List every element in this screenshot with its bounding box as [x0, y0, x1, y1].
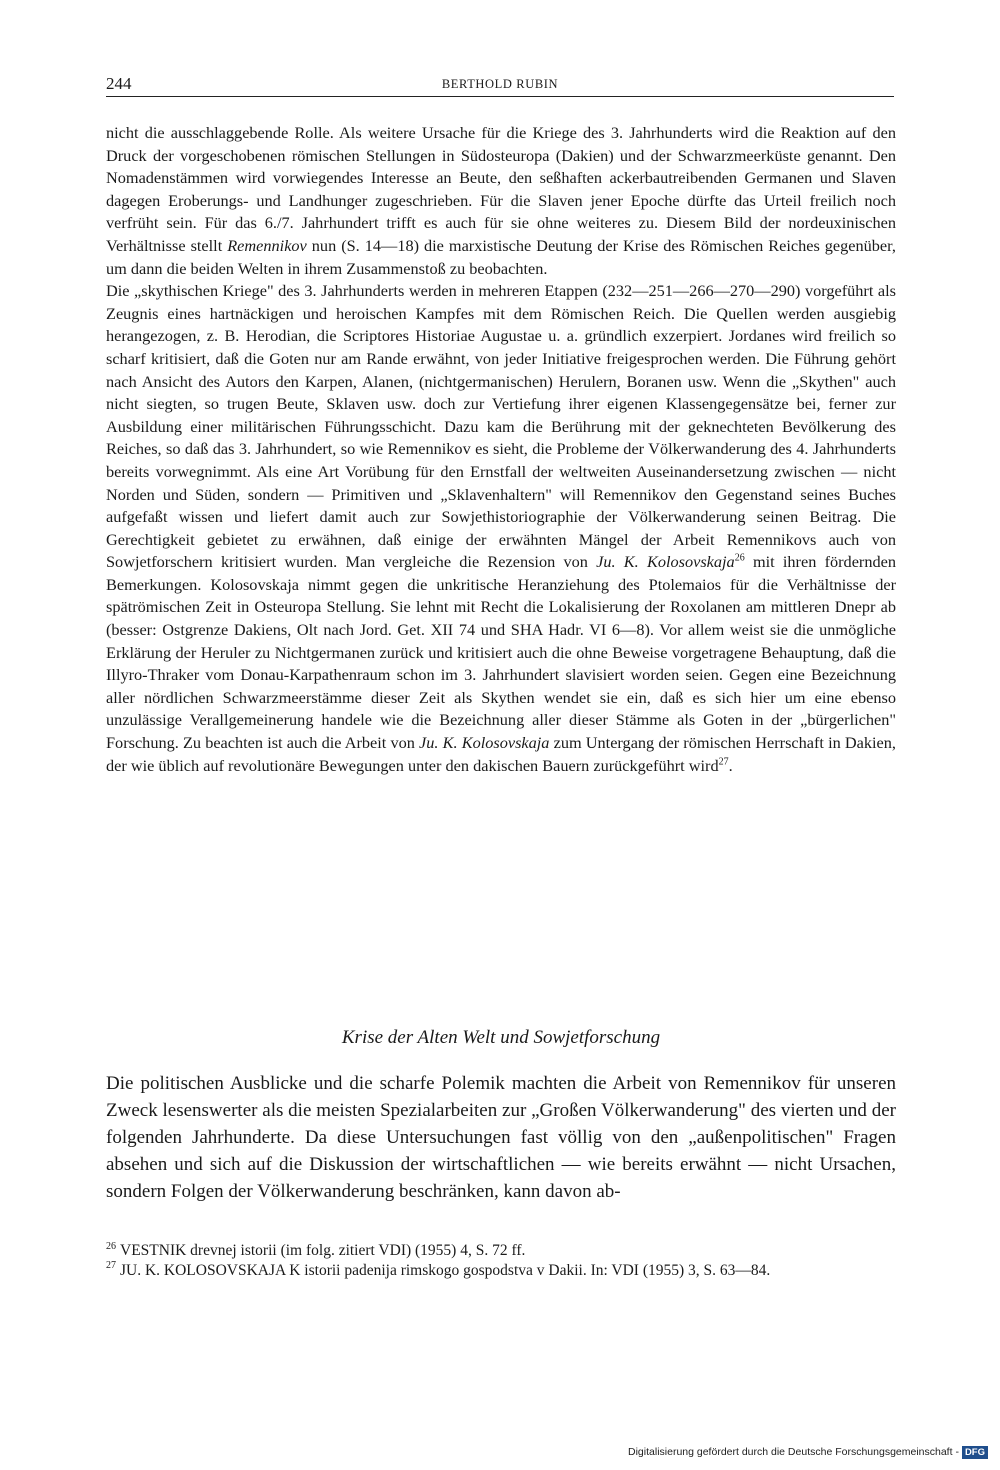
lead-paragraph: Die politischen Ausblicke und die scharfe Polemik machten die Arbeit von Remennikov für unseren Zweck lesenswerter als die meisten Spezialarbeiten zur „Großen Völkerwanderung" des vierten und der folgenden Jahrhunderte. Da diese Untersuchungen fast völlig von den „außenpolitischen" Fragen absehen und sich auf die Diskussion der wirtschaftlichen — wie bereits erwähnt — nicht Ursachen, sondern Folgen der Völkerwanderung beschränken, kann davon ab- — [106, 1073, 896, 1202]
paragraph-2-text-c: zum Untergang der römischen Herrschaft in Dakien, der wie üblich auf revolutionäre Bewegungen unter den dakischen Bauern zurückgeführt wird — [106, 733, 896, 775]
page-number: 244 — [106, 74, 132, 93]
credit-text: Digitalisierung gefördert durch die Deutsche Forschungsgemeinschaft - — [628, 1446, 959, 1458]
dfg-logo: DFG — [962, 1446, 988, 1459]
body-text — [106, 122, 896, 777]
paragraph-1-end: nun (S. 14—18) die marxistische Deutung der Krise des Römischen Reiches gegenüber, um dann die beiden Welten in ihrem Zusammenstoß zu beobachten. — [106, 235, 897, 278]
footnote-27 — [106, 1261, 896, 1281]
paragraph-2-end: . — [728, 755, 733, 775]
running-head: BERTHOLD RUBIN — [441, 77, 559, 91]
author-name: Ju. K. Kolosovskaja — [596, 552, 735, 572]
section-lead-text — [106, 1070, 896, 1205]
footnote-marker: 27 — [106, 1260, 116, 1272]
footnotes — [106, 1241, 896, 1280]
paragraph-1 — [106, 122, 896, 280]
paragraph-2-text-a: Die „skythischen Kriege" des 3. Jahrhunderts werden in mehreren Etappen (232—251—266—270—290) vorgeführt als Zeugnis eines hartnäckigen und heroischen Kampfes mit dem Römischen Reich. Die Quellen werden ausgiebig herangezogen, z. B. Herodian, die Scriptores Historiae Augustae u. a. gründlich exzerpiert. Jordanes wird freilich so scharf kritisiert, daß die Goten nur am Rande erwähnt, von jeder Initiative freigesprochen werden. Die Führung gehört nach Ansicht des Autors den Karpen, Alanen, (nichtgermanischen) Herulern, Boranen usw. Wenn die „Skythen" auch nicht siegten, so trugen Beute, Sklaven usw. doch zur Vertiefung ihrer eigenen Klassengegensätze bei, ferner zur Ausbildung einer militärischen Führungsschicht. Dazu kam die Berührung mit der geknechteten Bevölkerung des Reiches, so daß das 3. Jahrhundert, so wie Remennikov es sieht, die Probleme der Völkerwanderung des 4. Jahrhunderts bereits vorwegnimmt. Als eine Art Vorübung für den Ernstfall der weltweiten Auseinandersetzung zwischen — nicht Norden und Süden, sondern — Primitiven und „Sklavenhaltern" will Remennikov den Gegenstand seines Buches aufgefaßt wissen und liefert damit auch zur Sowjethistoriographie der Völkerwanderung seinen Beitrag. Die Gerechtigkeit gebietet zu erwähnen, daß einige der erwähnten Mängel der Arbeit Remennikovs auch von Sowjetforschern kritisiert wurden. Man vergleiche die Rezension von — [106, 281, 896, 572]
author-name: Ju. K. Kolosovskaja — [419, 733, 550, 753]
paragraph-2-text-b: mit ihren fördernden Bemerkungen. Kolosovskaja nimmt gegen die unkritische Heranziehung des Ptolemaios für die Verhältnisse der spätrömischen Zeit in Osteuropa Stellung. Sie lehnt mit Recht die Lokalisierung der Roxolanen am mittleren Dnepr ab (besser: Ostgrenze Dakiens, Olt nach Jord. Get. XII 74 und SHA Hadr. VI 6—8). Vor allem weist sie die unmögliche Erklärung der Heruler zu Nichtgermanen zurück und kritisiert auch die ohne Beweise vorgetragene Behauptung, daß die Illyro-Thraker vom Donau-Karpathenraum schon im 3. Jahrhundert slavisiert worden seien. Gegen eine Bezeichnung aller nördlichen Schwarzmeerstämme dieser Zeit als Skythen wendet sie ein, daß es sich hier um eine ebenso unzulässige Verallgemeinerung handele wie die Bezeichnung aller dieser Stämme als Goten in der „bürgerlichen" Forschung. Zu beachten ist auch die Arbeit von — [106, 552, 896, 753]
paragraph-2 — [106, 280, 896, 777]
footnote-ref-27[interactable]: 27 — [718, 756, 729, 768]
section-heading: Krise der Alten Welt und Sowjetforschung — [341, 1027, 661, 1048]
footnote-text: JU. K. KOLOSOVSKAJA K istorii padenija rimskogo gospodstva v Dakii. In: VDI (1955) 3, S. 63—84. — [120, 1261, 771, 1279]
footnote-ref-26[interactable]: 26 — [734, 552, 745, 564]
footnote-marker: 26 — [106, 1240, 116, 1252]
footnote-text: VESTNIK drevnej istorii (im folg. zitiert VDI) (1955) 4, S. 72 ff. — [120, 1242, 526, 1259]
author-name: Remennikov — [227, 235, 307, 255]
page-header — [106, 74, 894, 97]
paragraph-1-text: nicht die ausschlaggebende Rolle. Als weitere Ursache für die Kriege des 3. Jahrhunderts wird die Reaktion auf den Druck der vorgeschobenen römischen Stellungen in Südosteuropa (Dakien) und der Schwarzmeerküste genannt. Den Nomadenstämmen wird vorwiegendes Interesse an Beute, den seßhaften ackerbautreibenden Germanen und Slaven dagegen Eroberungs- und Landhunger zugeschrieben. Für die Slaven jener Epoche dürfte das Urteil freilich noch verfrüht sein. Für das 6./7. Jahrhundert trifft es auch für sie ohne weiteres zu. Diesem Bild der nordeuxinischen Verhältnisse stellt — [106, 123, 896, 255]
digitization-credit — [628, 1446, 988, 1459]
footnote-26 — [106, 1241, 896, 1261]
